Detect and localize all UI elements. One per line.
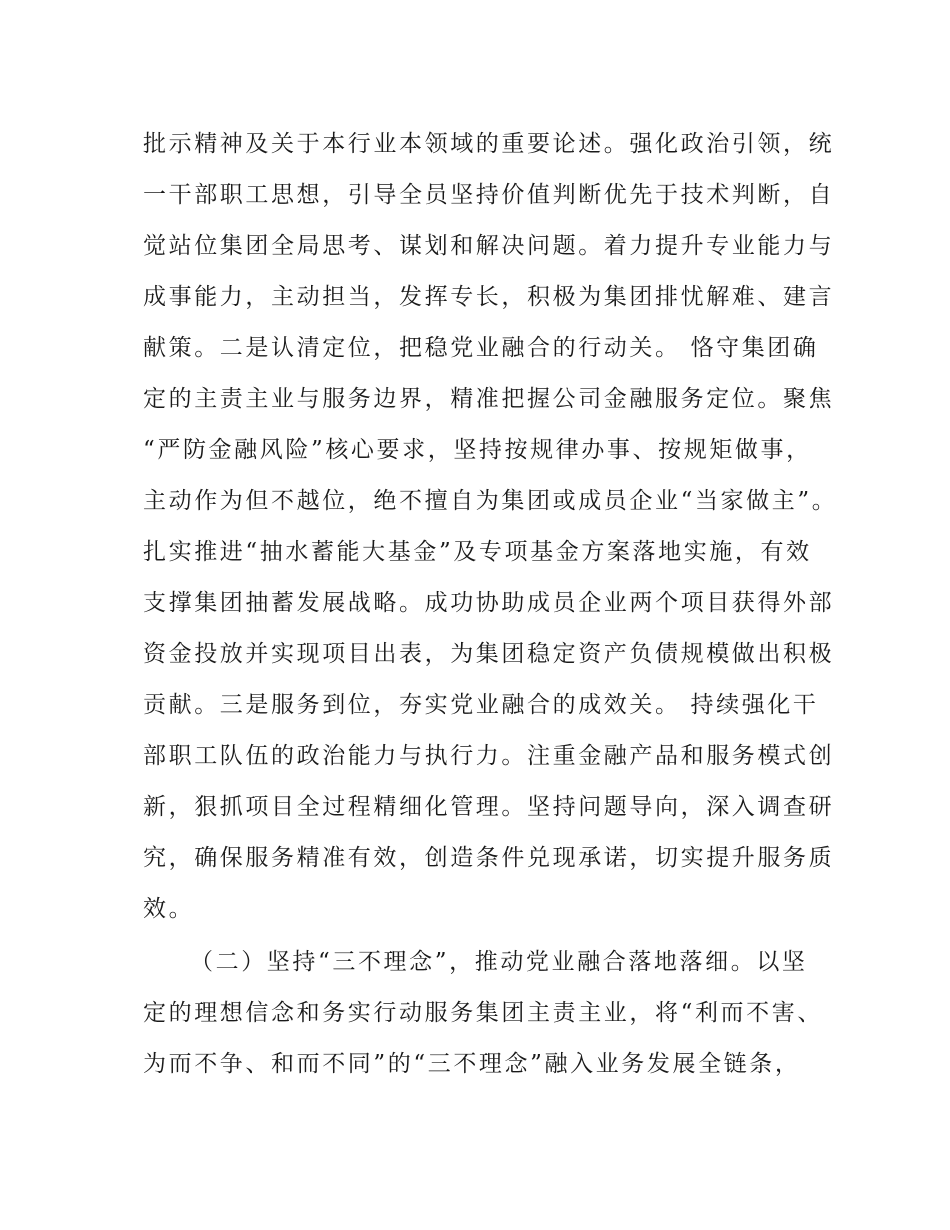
text-line: 成事能力，主动担当，发挥专长，积极为集团排忧解难、建言 [143,284,835,310]
text-line: 定的理想信念和务实行动服务集团主责主业，将“利而不害、 [143,1000,823,1026]
text-line: 效。 [143,896,195,922]
text-line: 部职工队伍的政治能力与执行力。注重金融产品和服务模式创 [143,743,835,769]
text-line: 为而不争、和而不同”的“三不理念”融入业务发展全链条， [143,1051,801,1077]
section-heading-line: （二）坚持“三不理念”，推动党业融合落地落细。以坚 [190,949,808,975]
text-line: 觉站位集团全局思考、谋划和解决问题。着力提升专业能力与 [143,233,835,259]
text-line: 新，狠抓项目全过程精细化管理。坚持问题导向，深入调查研 [143,794,835,820]
text-line: “严防金融风险”核心要求，坚持按规律办事、按规矩做事， [143,437,812,463]
text-line: 支撑集团抽蓄发展战略。成功协助成员企业两个项目获得外部 [143,590,835,616]
text-line: 扎实推进“抽水蓄能大基金”及专项基金方案落地实施，有效 [143,539,812,565]
text-line: 究，确保服务精准有效，创造条件兑现承诺，切实提升服务质 [143,845,835,871]
text-line: 定的主责主业与服务边界，精准把握公司金融服务定位。聚焦 [143,386,835,412]
text-line: 资金投放并实现项目出表，为集团稳定资产负债规模做出积极 [143,641,835,667]
text-line: 贡献。三是服务到位，夯实党业融合的成效关。 持续强化干 [143,692,819,718]
text-line: 献策。二是认清定位，把稳党业融合的行动关。 恪守集团确 [143,335,819,361]
text-line: 一干部职工思想，引导全员坚持价值判断优先于技术判断，自 [143,182,835,208]
text-line: 主动作为但不越位，绝不擅自为集团或成员企业“当家做主”。 [143,488,838,514]
text-line: 批示精神及关于本行业本领域的重要论述。强化政治引领，统 [143,131,835,157]
